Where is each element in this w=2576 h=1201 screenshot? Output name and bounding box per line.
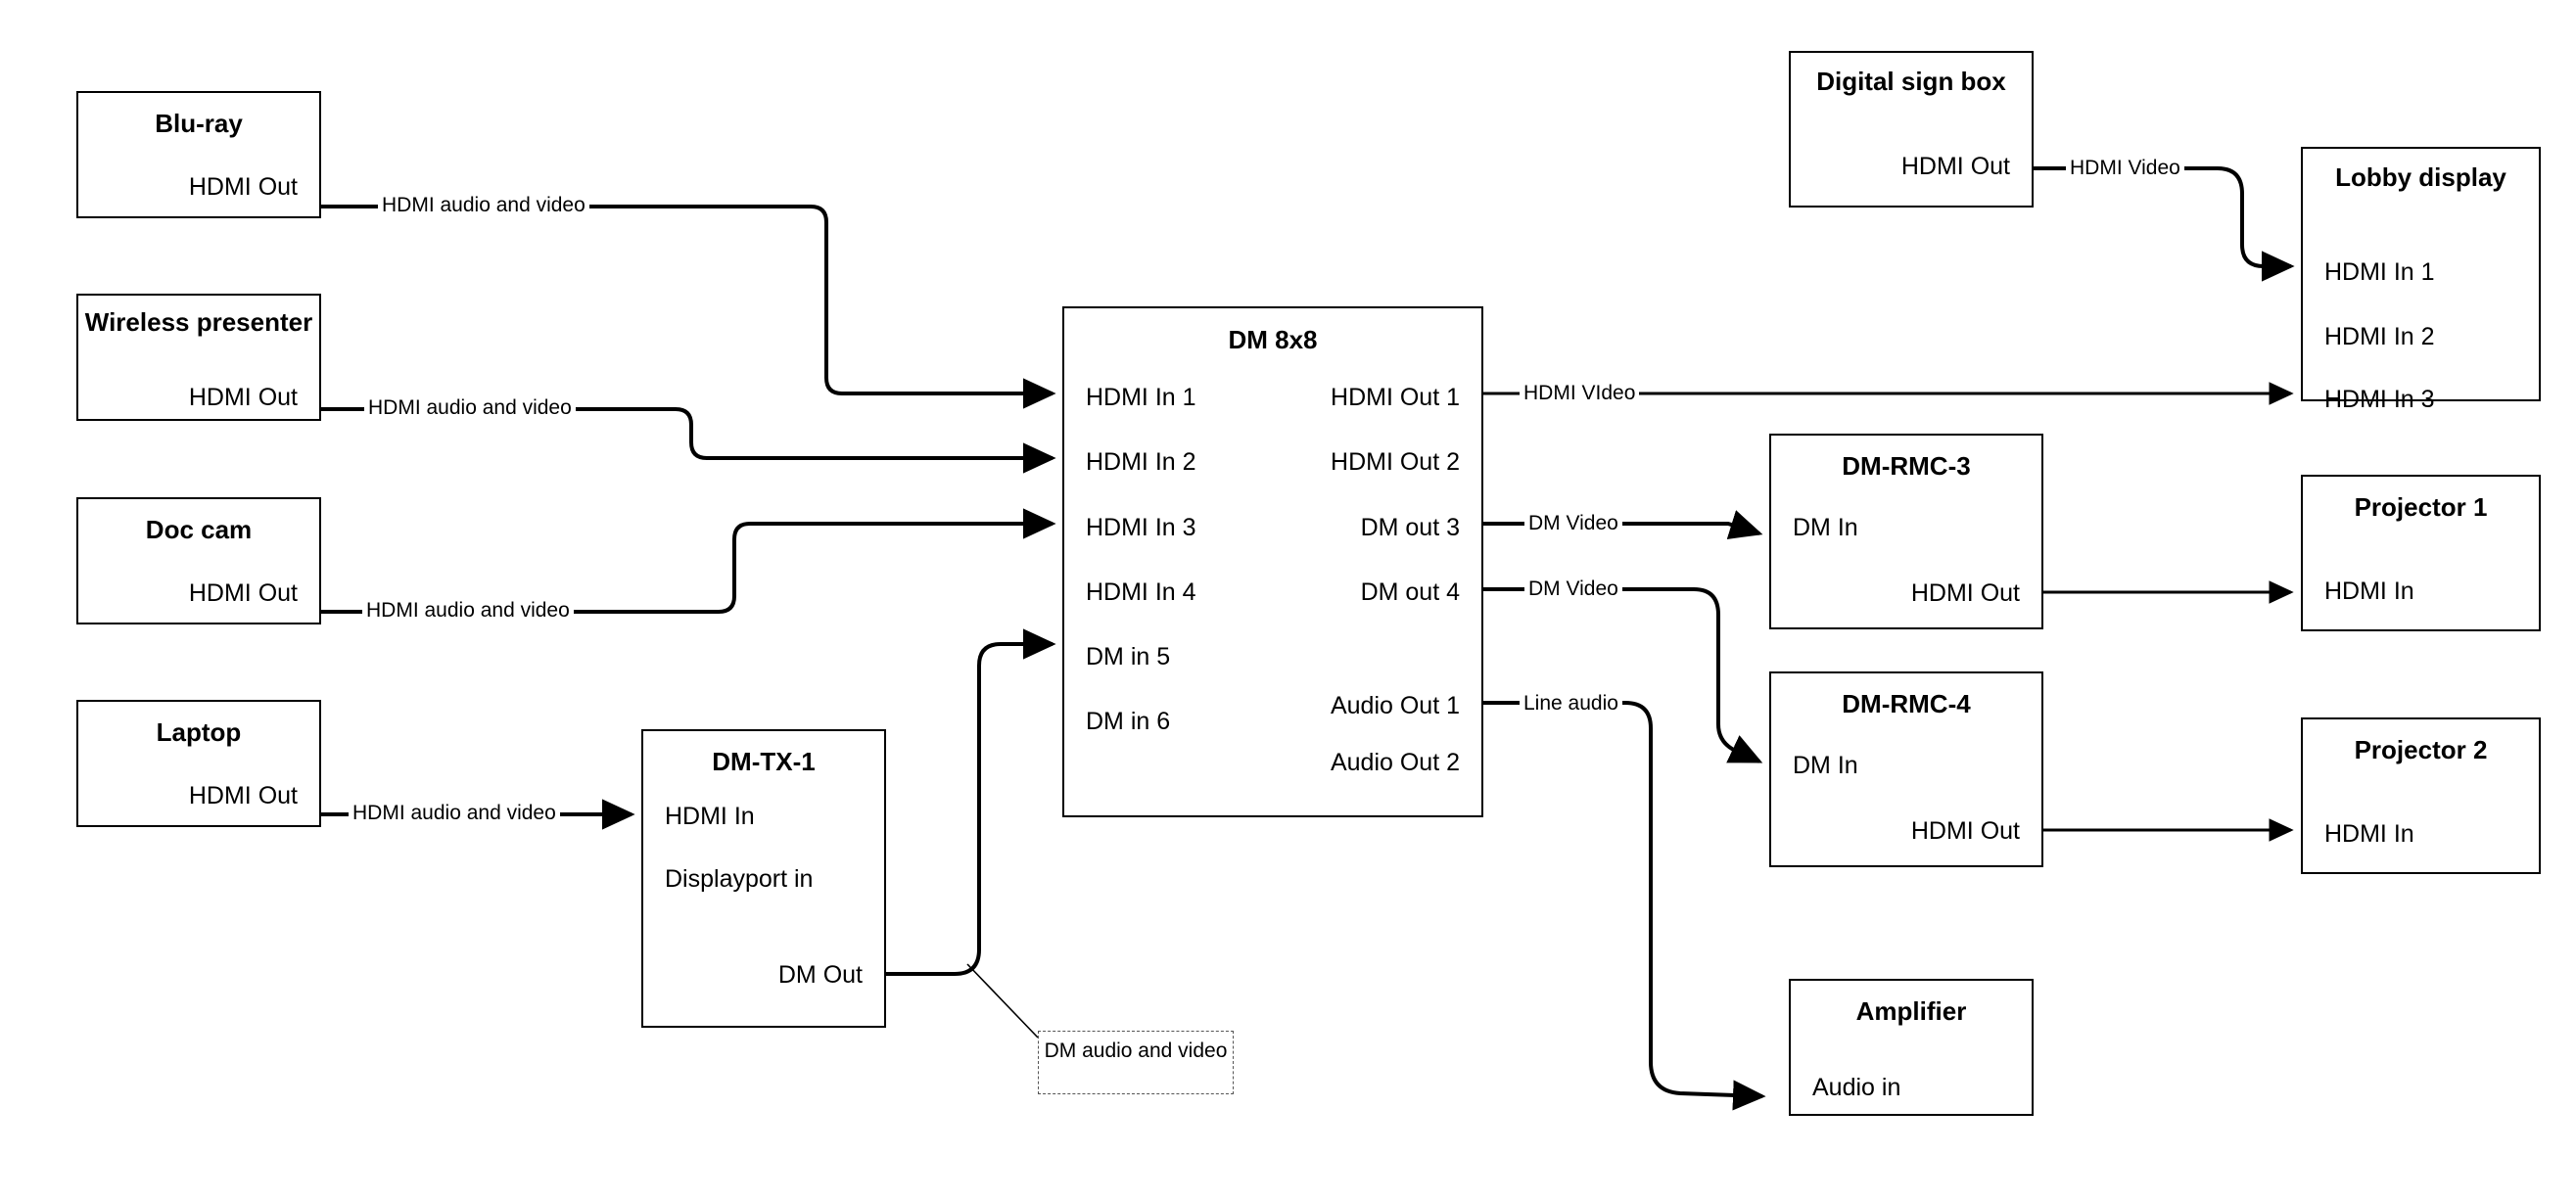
node-projector-1[interactable] — [2301, 475, 2541, 631]
note-dm-audio-and-video: DM audio and video — [1038, 1031, 1234, 1094]
node-wireless-presenter-port-hdmi-out[interactable]: HDMI Out — [188, 384, 298, 411]
node-dm-rmc-3[interactable] — [1769, 434, 2043, 629]
node-doc-cam-title: Doc cam — [145, 515, 253, 544]
node-dm-tx-1-port-dm-out[interactable]: DM Out — [777, 961, 863, 989]
node-dm-tx-1-port-displayport-in[interactable]: Displayport in — [665, 865, 814, 893]
node-projector-2[interactable] — [2301, 717, 2541, 874]
node-dm-8x8-port-dm-in-6[interactable]: DM in 6 — [1086, 708, 1171, 735]
node-dm-rmc-4-port-dm-in[interactable]: DM In — [1793, 752, 1858, 779]
node-dm-rmc-4-title: DM-RMC-4 — [1842, 689, 1971, 718]
node-bluray-port-hdmi-out[interactable]: HDMI Out — [188, 173, 298, 201]
node-doc-cam[interactable] — [76, 497, 321, 624]
node-amplifier-port-audio-in[interactable]: Audio in — [1812, 1074, 1901, 1101]
node-dm-tx-1-port-hdmi-in[interactable]: HDMI In — [665, 803, 755, 830]
node-dm-tx-1-title: DM-TX-1 — [712, 747, 816, 776]
node-lobby-display-port-hdmi-in-3[interactable]: HDMI In 3 — [2324, 386, 2435, 413]
edge-label-bluray-to-dm: HDMI audio and video — [378, 194, 589, 217]
node-laptop[interactable] — [76, 700, 321, 827]
edge-label-hdmi-out-1: HDMI VIdeo — [1520, 382, 1639, 405]
node-bluray-title: Blu-ray — [155, 109, 243, 138]
edge-label-sign-to-lobby: HDMI Video — [2066, 157, 2184, 180]
node-laptop-title: Laptop — [156, 717, 242, 747]
node-dm-8x8[interactable] — [1062, 306, 1483, 817]
edge-label-doccam-to-dm: HDMI audio and video — [362, 599, 574, 623]
node-projector-1-port-hdmi-in[interactable]: HDMI In — [2324, 577, 2414, 605]
node-amplifier[interactable] — [1789, 979, 2034, 1116]
node-wireless-presenter[interactable] — [76, 294, 321, 421]
node-dm-8x8-port-audio-out-2[interactable]: Audio Out 2 — [1330, 749, 1460, 776]
node-dm-8x8-port-dm-out-3[interactable]: DM out 3 — [1360, 514, 1460, 541]
node-lobby-display[interactable] — [2301, 147, 2541, 413]
node-dm-8x8-port-dm-out-4[interactable]: DM out 4 — [1360, 578, 1460, 606]
node-doc-cam-port-hdmi-out[interactable]: HDMI Out — [188, 579, 298, 607]
node-dm-8x8-port-dm-in-5[interactable]: DM in 5 — [1086, 643, 1171, 670]
node-dm-rmc-3-port-dm-in[interactable]: DM In — [1793, 514, 1858, 541]
edge-label-wireless-to-dm: HDMI audio and video — [364, 396, 576, 420]
edge-label-dm-out-3: DM Video — [1524, 512, 1622, 535]
node-digital-sign-box[interactable] — [1789, 51, 2034, 208]
node-dm-8x8-title: DM 8x8 — [1228, 325, 1318, 354]
edge-label-laptop-to-tx: HDMI audio and video — [349, 802, 560, 825]
node-dm-rmc-3-port-hdmi-out[interactable]: HDMI Out — [1910, 579, 2020, 607]
node-dm-tx-1[interactable] — [641, 729, 886, 1028]
node-amplifier-title: Amplifier — [1855, 996, 1967, 1026]
node-dm-rmc-3-title: DM-RMC-3 — [1842, 451, 1971, 481]
node-dm-8x8-port-hdmi-in-3[interactable]: HDMI In 3 — [1086, 514, 1196, 541]
node-projector-2-port-hdmi-in[interactable]: HDMI In — [2324, 820, 2414, 848]
node-laptop-port-hdmi-out[interactable]: HDMI Out — [188, 782, 298, 809]
node-projector-2-title: Projector 2 — [2354, 735, 2488, 764]
node-dm-8x8-port-hdmi-in-1[interactable]: HDMI In 1 — [1086, 384, 1196, 411]
node-wireless-presenter-title: Wireless presenter — [84, 307, 313, 337]
edge-label-audio-out-1: Line audio — [1520, 692, 1622, 716]
node-projector-1-title: Projector 1 — [2354, 492, 2488, 522]
node-dm-8x8-port-hdmi-in-2[interactable]: HDMI In 2 — [1086, 448, 1196, 476]
node-dm-8x8-port-hdmi-out-2[interactable]: HDMI Out 2 — [1331, 448, 1460, 476]
node-dm-8x8-port-hdmi-in-4[interactable]: HDMI In 4 — [1086, 578, 1196, 606]
node-digital-sign-box-title: Digital sign box — [1816, 67, 2006, 96]
node-dm-8x8-port-audio-out-1[interactable]: Audio Out 1 — [1330, 692, 1460, 719]
edge-label-dm-out-4: DM Video — [1524, 577, 1622, 601]
node-lobby-display-title: Lobby display — [2335, 162, 2506, 192]
node-dm-rmc-4-port-hdmi-out[interactable]: HDMI Out — [1910, 817, 2020, 845]
node-lobby-display-port-hdmi-in-1[interactable]: HDMI In 1 — [2324, 258, 2435, 286]
node-digital-sign-box-port-hdmi-out[interactable]: HDMI Out — [1900, 153, 2010, 180]
node-dm-8x8-port-hdmi-out-1[interactable]: HDMI Out 1 — [1331, 384, 1460, 411]
node-lobby-display-port-hdmi-in-2[interactable]: HDMI In 2 — [2324, 323, 2435, 350]
node-dm-rmc-4[interactable] — [1769, 671, 2043, 867]
node-bluray[interactable] — [76, 91, 321, 218]
